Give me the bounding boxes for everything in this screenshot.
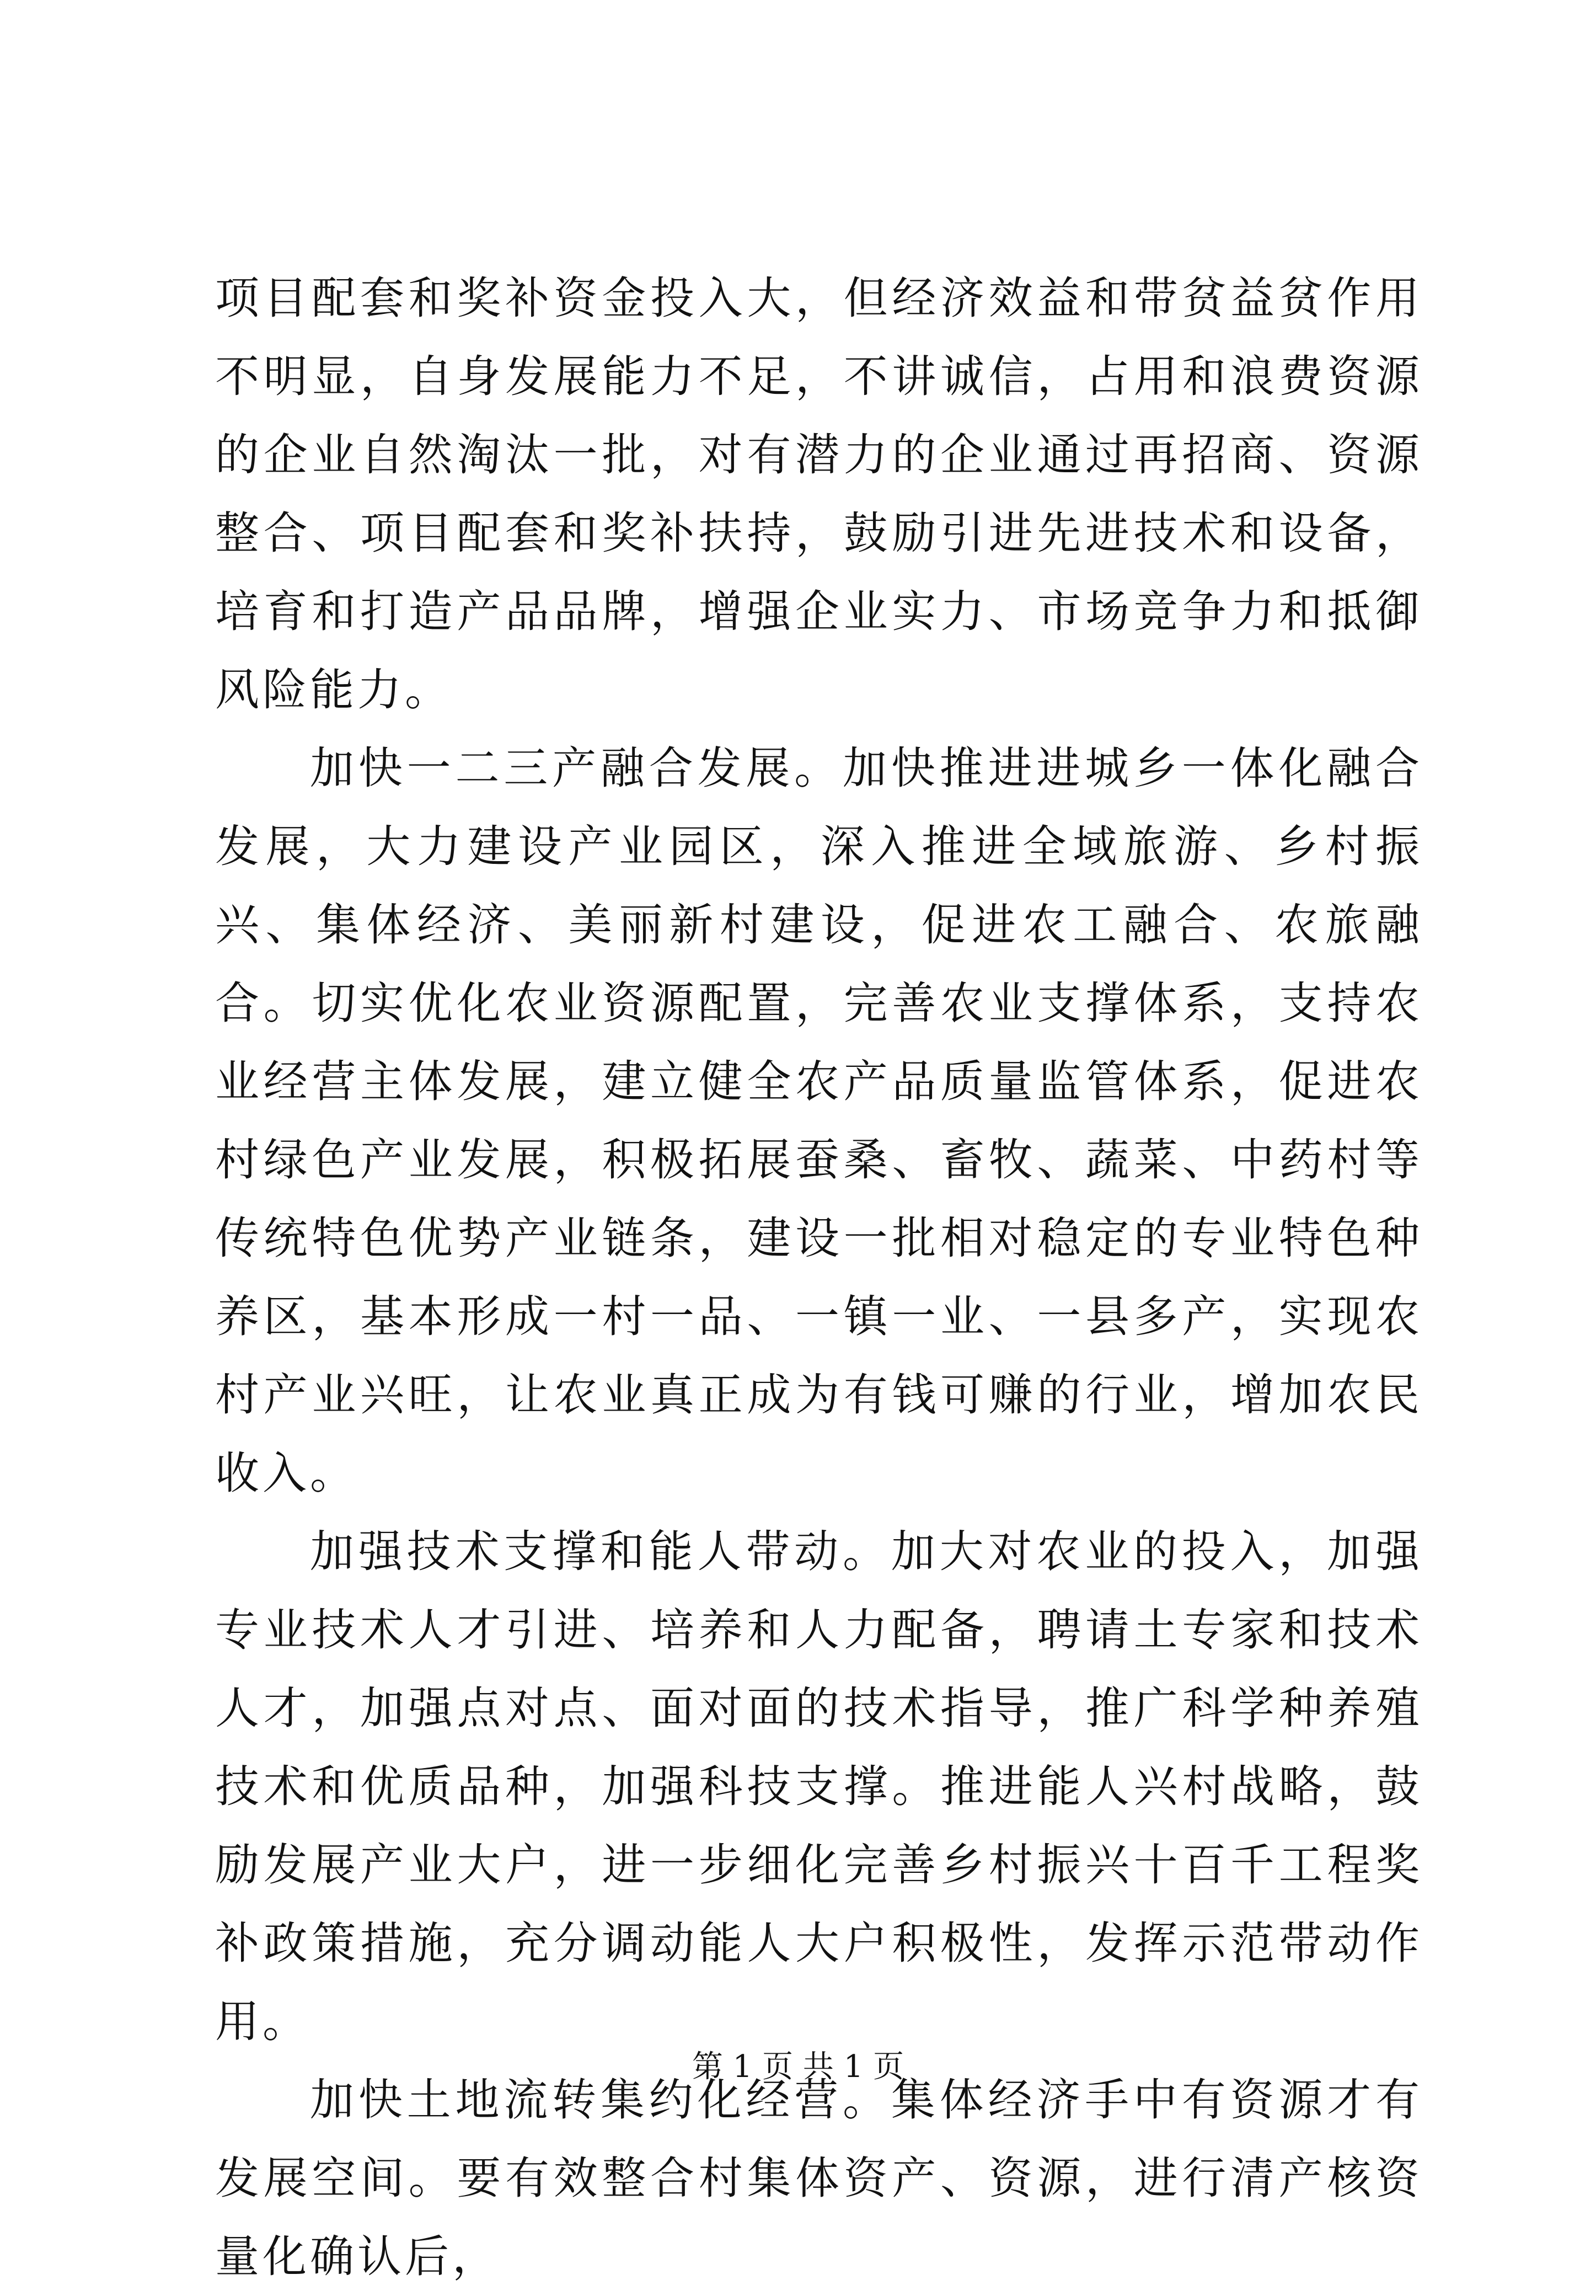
paragraph-2: 加快一二三产融合发展。加快推进进城乡一体化融合发展，大力建设产业园区，深入推进全域旅游、乡村振兴、集体经济、美丽新村建设，促进农工融合、农旅融合。切实优化农业资源配置，完善农业支撑体系，支持农业经营主体发展，建立健全农产品质量监管体系，促进农村绿色产业发展，积极拓展蚕桑、畜牧、蔬菜、中药村等传统特色优势产业链条，建设一批相对稳定的专业特色种养区，基本形成一村一品、一镇一业、一县多产，实现农村产业兴旺，让农业真正成为有钱可赚的行业，增加农民收入。 — [215, 743, 1423, 1499]
document-body — [215, 259, 1423, 2296]
paragraph-1: 项目配套和奖补资金投入大，但经济效益和带贫益贫作用不明显，自身发展能力不足，不讲诚信，占用和浪费资源的企业自然淘汰一批，对有潜力的企业通过再招商、资源整合、项目配套和奖补扶持，鼓励引进先进技术和设备，培育和打造产品品牌，增强企业实力、市场竞争力和抵御风险能力。 — [215, 273, 1423, 716]
paragraph-3: 加强技术支撑和能人带动。加大对农业的投入，加强专业技术人才引进、培养和人力配备，聘请土专家和技术人才，加强点对点、面对面的技术指导，推广科学种养殖技术和优质品种，加强科技支撑。推进能人兴村战略，鼓励发展产业大户，进一步细化完善乡村振兴十百千工程奖补政策措施，充分调动能人大户积极性，发挥示范带动作用。 — [215, 1526, 1423, 2047]
paragraph-4: 加快土地流转集约化经营。集体经济手中有资源才有发展空间。要有效整合村集体资产、资源，进行清产核资量化确认后， — [215, 2074, 1423, 2282]
page-footer: 第 1 页 共 1 页 — [692, 2049, 904, 2085]
